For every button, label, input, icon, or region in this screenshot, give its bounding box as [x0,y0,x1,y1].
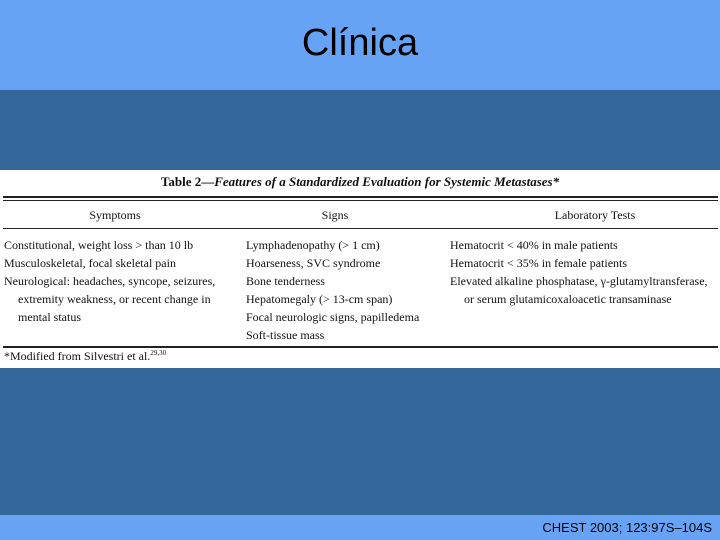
sign-item: Hoarseness, SVC syndrome [246,256,381,270]
sign-item: Soft-tissue mass [246,328,325,342]
lab-item: Elevated alkaline phosphatase, γ-glutamyltransferase, [450,274,708,288]
table-rule-top [3,196,718,198]
laboratory-tests-column [450,236,708,308]
sign-item: Bone tenderness [246,274,325,288]
footer-bar [0,515,720,540]
sign-item: Lymphadenopathy (> 1 cm) [246,238,380,252]
symptom-item: Constitutional, weight loss > than 10 lb [4,238,194,252]
sign-item: Focal neurologic signs, papilledema [246,310,420,324]
table-footnote [4,349,166,364]
symptom-item: Musculoskeletal, focal skeletal pain [4,256,176,270]
symptom-item: extremity weakness, or recent change in [18,292,211,306]
symptoms-column [4,236,215,326]
lab-item: Hematocrit < 35% in female patients [450,256,628,270]
table-rule-header [3,228,718,229]
header-laboratory-tests: Laboratory Tests [554,208,636,222]
header-signs: Signs [321,208,349,222]
slide-title: Clínica [301,22,419,64]
symptom-item: Neurological: headaches, syncope, seizures, [4,274,216,288]
title-bar [0,0,720,90]
signs-column [246,236,419,344]
table-caption [0,174,720,190]
lab-item: or serum glutamicoxaloacetic transaminase [464,292,672,306]
citation: CHEST 2003; 123:97S–104S [542,520,712,535]
footnote-text: *Modified from Silvestri et al. [4,349,151,363]
table-rule-bottom [3,346,718,348]
lab-item: Hematocrit < 40% in male patients [450,238,618,252]
table-image [0,170,720,368]
footnote-refs: 29,30 [150,349,167,357]
table-caption-lead: Table 2— [160,174,215,189]
symptom-item: mental status [18,310,81,324]
table-rule-top-double [3,200,718,201]
table-caption-title: Features of a Standardized Evaluation for Systemic Metastases* [214,174,560,189]
header-symptoms: Symptoms [89,208,141,222]
sign-item: Hepatomegaly (> 13-cm span) [246,292,393,306]
